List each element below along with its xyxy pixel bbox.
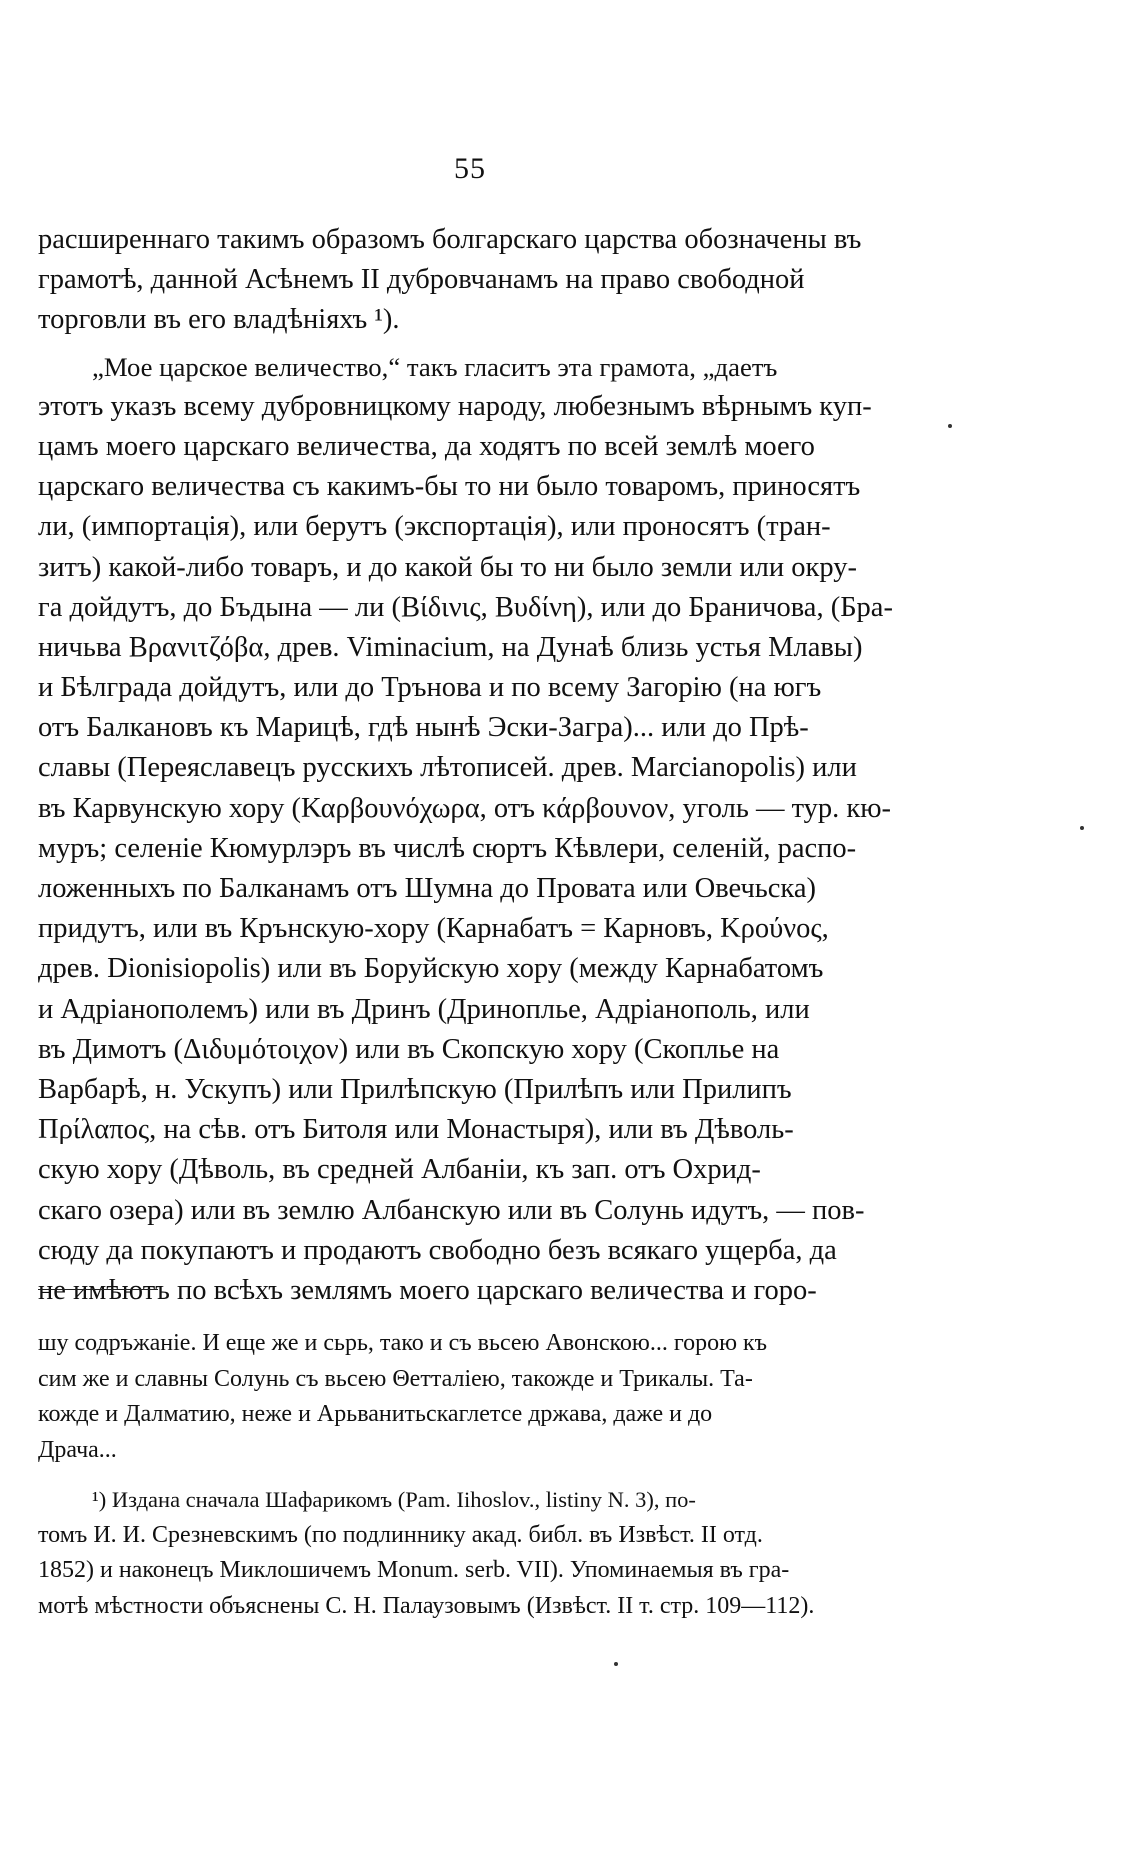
footnote-line: 1852) и наконецъ Миклошичемъ Monum. serb. VII). Упоминаемыя въ гра- bbox=[38, 1557, 790, 1583]
text-line: га дойдутъ, до Бъдына — ли (Βίδινις, Βυδίνη), или до Браничова, (Бра- bbox=[38, 591, 893, 623]
text-line: „Мое царское величество,“ такъ гласитъ эта грамота, „даетъ bbox=[92, 351, 778, 382]
text-line: сюду да покупаютъ и продаютъ свободно безъ всякаго ущерба, да bbox=[38, 1234, 837, 1266]
text-line: ничьва Βρανιτζόβα, древ. Viminacium, на Дунаѣ близь устья Млавы) bbox=[38, 631, 863, 663]
footnote-line: мотѣ мѣстности объяснены С. Н. Палаузовымъ (Извѣст. II т. стр. 109—112). bbox=[38, 1592, 815, 1619]
text-line: грамотѣ, данной Асѣнемъ II дубровчанамъ на право свободной bbox=[38, 264, 805, 296]
text-line: придутъ, или въ Крънскую-хору (Карнабатъ = Карновъ, Κρούνος, bbox=[38, 913, 829, 945]
ink-speck bbox=[948, 424, 952, 428]
text-line: Варбарѣ, н. Ускупъ) или Прилѣпскую (Прилѣпъ или Прилипъ bbox=[38, 1073, 792, 1105]
text-line: древ. Dionisiopolis) или въ Боруйскую хору (между Карнабатомъ bbox=[38, 953, 824, 985]
text-line: этотъ указъ всему дубровницкому народу, любезнымъ вѣрнымъ куп- bbox=[38, 390, 872, 422]
text-line: въ Карвунскую хору (Καρβουνόχωρα, отъ κάρβουνον, уголь — тур. кю- bbox=[38, 792, 892, 824]
main-text bbox=[38, 220, 908, 1311]
text-line: скую хору (Дѣволь, въ средней Албаніи, къ зап. отъ Охрид- bbox=[38, 1154, 761, 1186]
text-line: отъ Балкановъ къ Марицѣ, гдѣ нынѣ Эски-Загра)... или до Прѣ- bbox=[38, 712, 809, 744]
footnote-line: Драча... bbox=[38, 1436, 117, 1463]
text-line: зитъ) какой-либо товаръ, и до какой бы то ни было земли или окру- bbox=[38, 551, 857, 583]
text-line: славы (Переяславецъ русскихъ лѣтописей. древ. Marcianopolis) или bbox=[38, 752, 857, 784]
text-line: въ Димотъ (Διδυμότοιχον) или въ Скопскую хору (Скопльe на bbox=[38, 1033, 780, 1065]
footnote-line: кожде и Далматию, неже и Арьванитьскаглетсе држава, даже и до bbox=[38, 1401, 713, 1427]
text-line: ли, (импортація), или берутъ (экспортація), или проносятъ (тран- bbox=[38, 511, 831, 543]
text-line: ложенныхъ по Балканамъ отъ Шумна до Провата или Овечьска) bbox=[38, 873, 816, 904]
footnote-divider bbox=[38, 1289, 158, 1290]
footnotes bbox=[38, 1326, 908, 1624]
ink-speck bbox=[614, 1662, 618, 1666]
footnote-line: сим же и славны Солунь съ вьсею Θетталіею, такожде и Трикалы. Та- bbox=[38, 1365, 753, 1392]
text-line: расширеннаго такимъ образомъ болгарскаго царства обозначены въ bbox=[38, 224, 862, 255]
text-line: царскаго величества съ какимъ-бы то ни было товаромъ, приносятъ bbox=[38, 471, 861, 503]
text-line: Πρίλαπος, на сѣв. отъ Битоля или Монастыря), или въ Дѣволь- bbox=[38, 1114, 794, 1146]
text-line: скаго озера) или въ землю Албанскую или въ Солунь идутъ, — пов- bbox=[38, 1194, 865, 1226]
page-number: 55 bbox=[454, 152, 486, 185]
text-line: торговли въ его владѣніяхъ ¹). bbox=[38, 304, 400, 336]
text-line: и Бѣлграда дойдутъ, или до Трънова и по всему Загорію (на югъ bbox=[38, 672, 822, 704]
footnote-line: шу содръжаніе. И еще же и сьрь, тако и съ вьсею Авонскою... горою къ bbox=[38, 1330, 768, 1356]
text-line: не имѣютъ по всѣхъ землямъ моего царскаго величества и горо- bbox=[38, 1274, 817, 1306]
footnote-line: томъ И. И. Срезневскимъ (по подлиннику акад. библ. въ Извѣст. II отд. bbox=[38, 1521, 763, 1548]
text-line: и Адріанополемъ) или въ Дринъ (Дринопльe, Адріанополь, или bbox=[38, 993, 810, 1025]
text-line: цамъ моего царскаго величества, да ходятъ по всей землѣ моего bbox=[38, 430, 815, 462]
text-line: муръ; селеніе Кюмурлэръ въ числѣ сюртъ Кѣвлери, селеній, распо- bbox=[38, 832, 857, 864]
footnote-line: ¹) Издана сначала Шафарикомъ (Pam. Iihoslov., listiny N. 3), по- bbox=[92, 1487, 696, 1512]
ink-speck bbox=[1080, 826, 1084, 830]
